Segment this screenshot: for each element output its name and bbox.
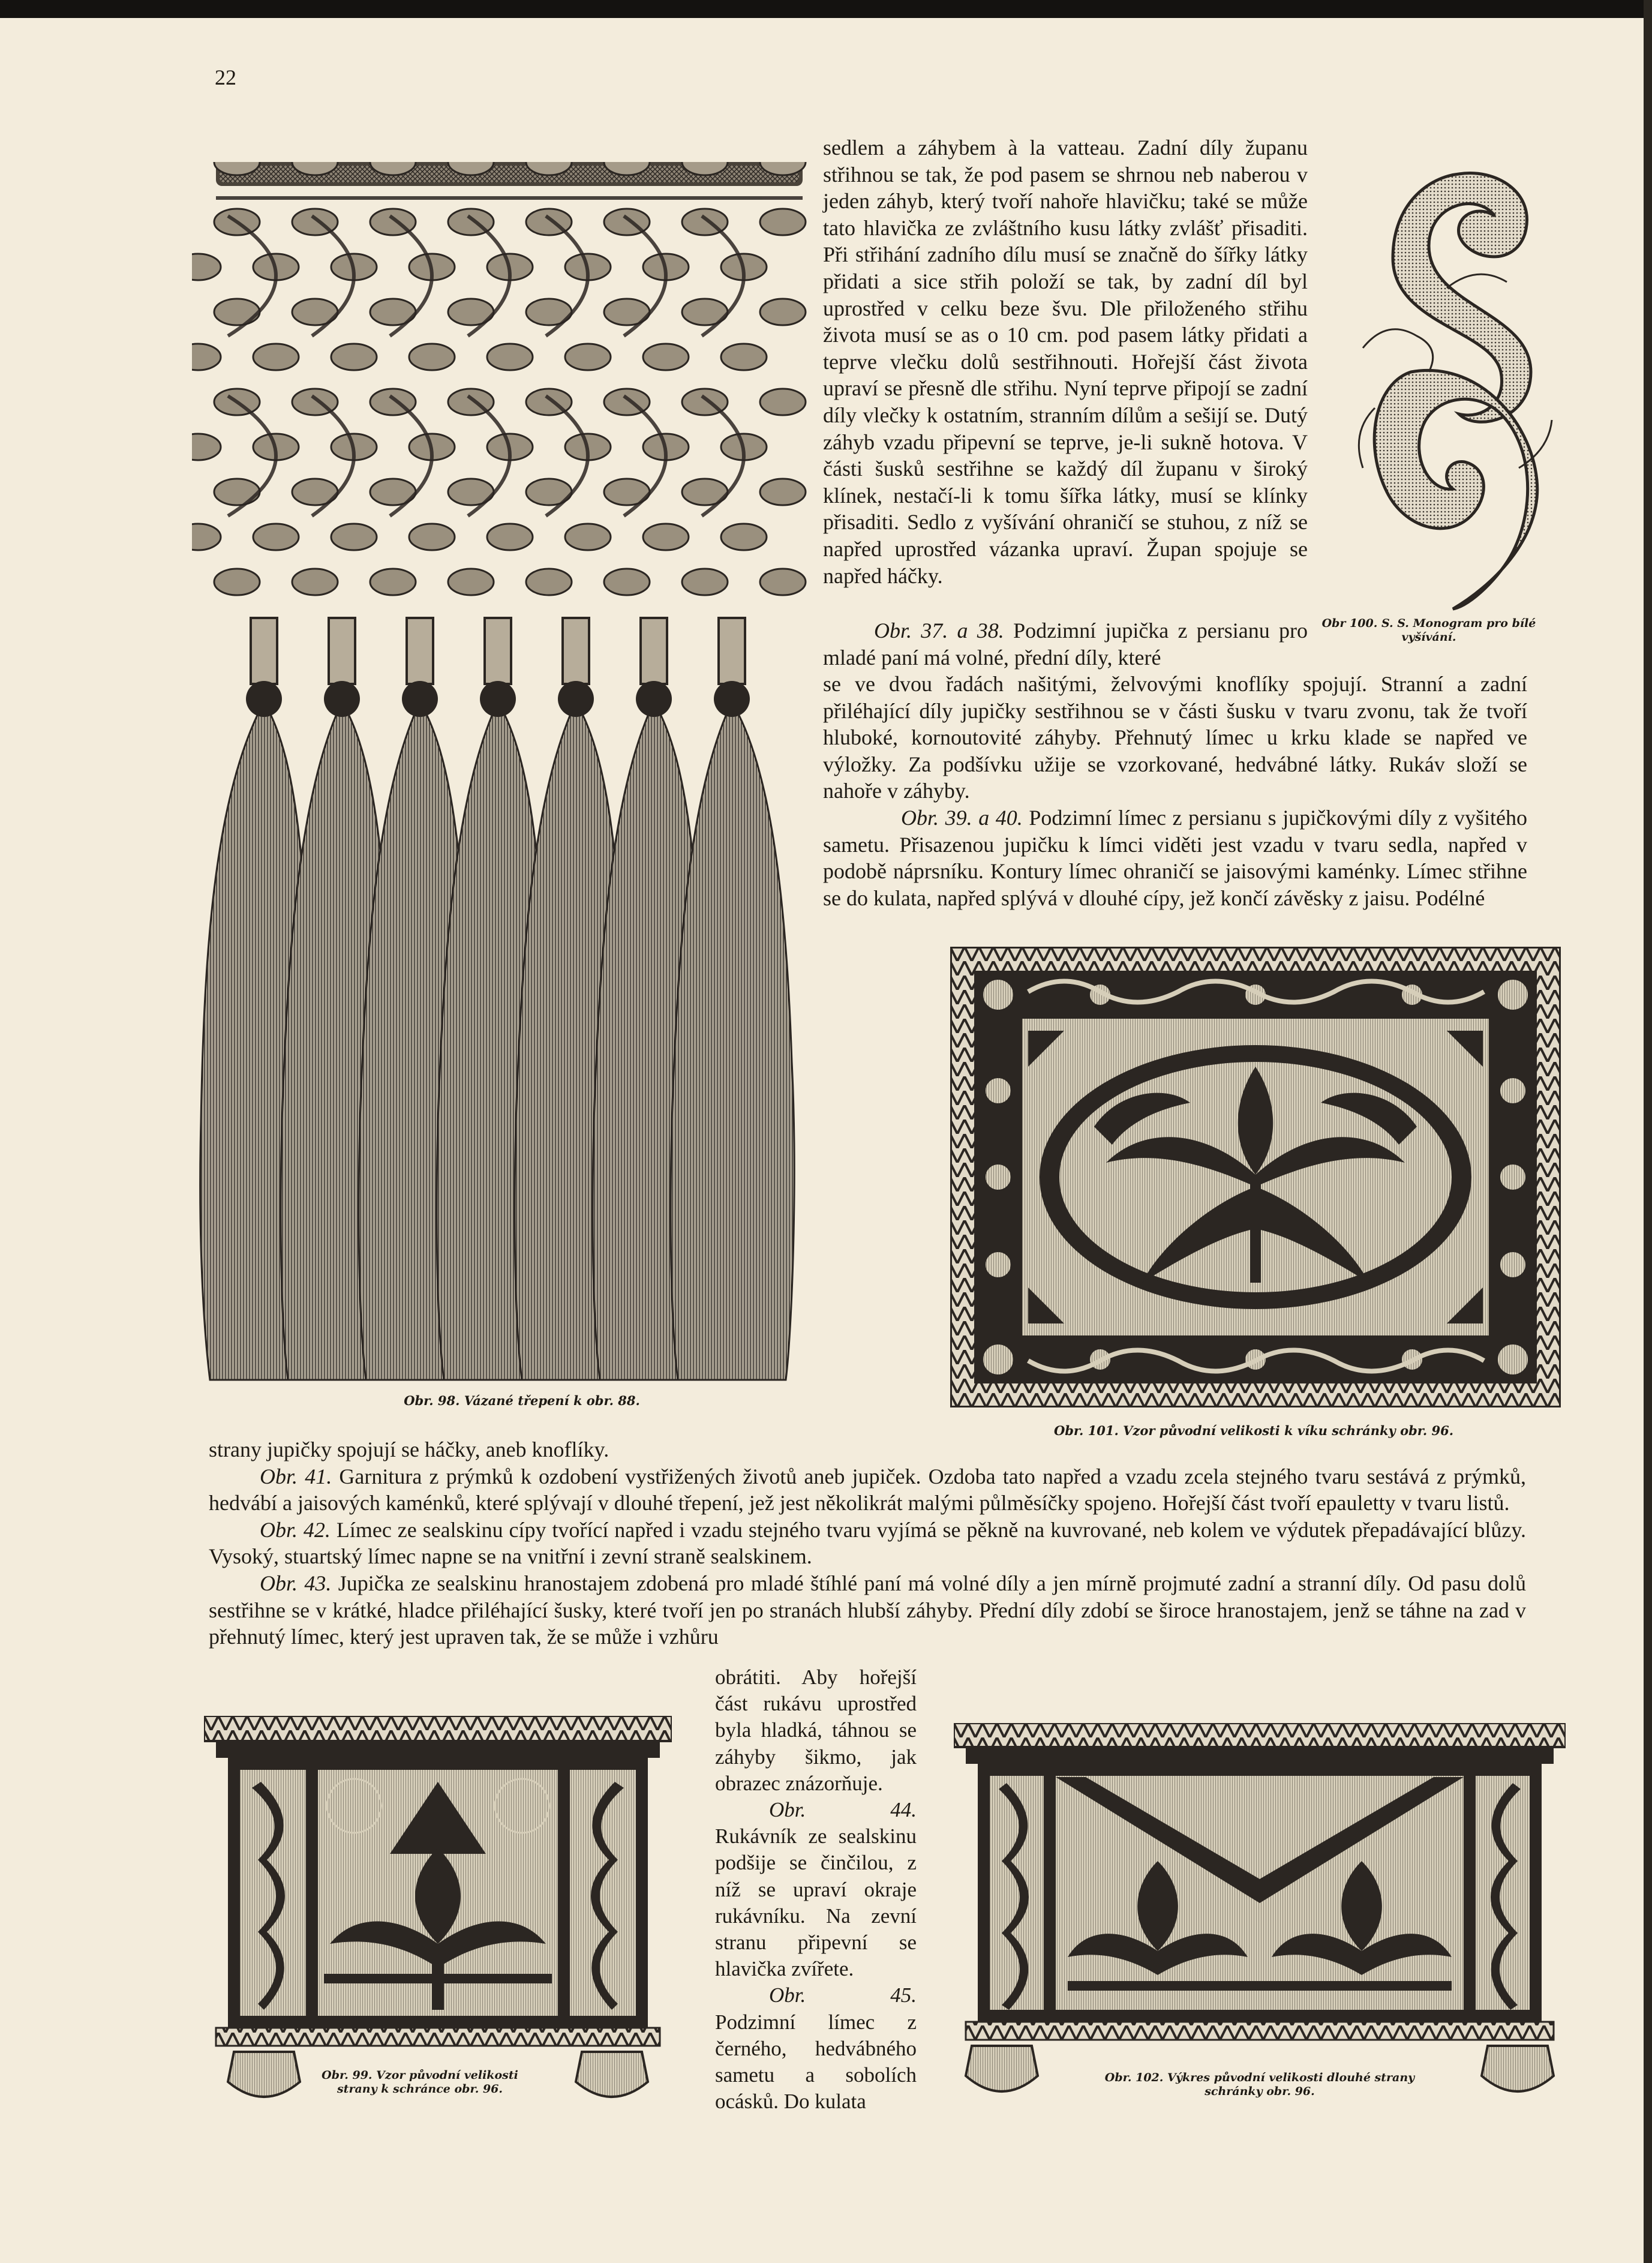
narrow-column-text: [715, 1664, 917, 2115]
ref-obr43: Obr. 43.: [260, 1571, 332, 1595]
paragraph-obr45: Podzimní límec z černého, hedvábného sametu a sobolích ocásků. Do kulata: [715, 2010, 917, 2114]
ref-obr42: Obr. 42.: [260, 1517, 331, 1542]
paragraph-col1: sedlem a záhybem à la vatteau. Zadní díly županu střihnou se tak, že pod pasem se shrnou neb naberou v jeden záhyb, který tvoří nahoře hlavičku; také se může tato hlavička ze zvláštního kusu látky zvlášť přisaditi. Při střihání zadního dílu musí se značně do šířky látky přidati a sice střih položí se tak, by zadní díl byl uprostřed v celku beze švu. Dle přiloženého střihu života musí se as o 10 cm. pod pasem látky přidati a teprve vlečku dolů sestřihnouti. Hořejší část života upraví se přesně dle střihu. Nyní teprve připojí se zadní díly vlečky k ostatním, stranním dílům a sešijí se. Dutý záhyb vzadu připevní se teprve, je-li sukně hotova. V části šusků sestřihne se každý díl županu v široký klínek, nestačí-li k tomu šířka látky, musí se klínky přisaditi. Sedlo z vyšívání ohraničí se stuhou, z níž se napřed uprostřed vázanka upraví. Župan spojuje se napřed háčky.: [823, 136, 1308, 588]
ref-obr37: Obr. 37. a 38.: [874, 619, 1004, 643]
ref-obr41: Obr. 41.: [260, 1464, 332, 1488]
fig100-caption: Obr 100. S. S. Monogram pro bílé vyšívání.: [1321, 617, 1536, 644]
ref-obr45: Obr. 45.: [769, 1983, 917, 2007]
paragraph-obr37-b: se ve dvou řadách našitými, želvovými knoflíky spojují. Stranní a zadní přiléhající díly jupičky sestřihnou se v části šusku v tvaru zvonu, tak že tvoří hluboké, kornoutovité záhyby. Přehnutý límec u krku klade se napřed ve výložky. Za podšívku užije se vzorkované, hedvábné látky. Rukáv složí se nahoře v záhyby.: [823, 672, 1527, 803]
fig99-caption: Obr. 99. Vzor původní velikosti strany k schránce obr. 96.: [306, 2069, 534, 2096]
paragraph-obr37-start: [823, 617, 1308, 671]
fig100-monogram-illustration: [1339, 168, 1561, 612]
fig98-fringe-illustration: [192, 162, 827, 1392]
paragraph-continuation: strany jupičky spojují se háčky, aneb knoflíky.: [209, 1437, 609, 1461]
fig99-box-side-illustration: [204, 1716, 672, 2130]
paragraph-narrow-continuation: obrátiti. Aby hořejší část rukávu uprostřed byla hladká, táhnou se záhyby šikmo, jak obrazec znázorňuje.: [715, 1665, 917, 1795]
fig102-caption: Obr. 102. Výkres původní velikosti dlouhé strany schránky obr. 96.: [1092, 2071, 1428, 2099]
paragraph-obr42: Límec ze sealskinu cípy tvořící napřed i vzadu stejného tvaru vyjímá se pěkně na kuvrované, neb kolem ve výdutek přepadávající blůzy. Vysoký, stuartský límec napne se na vnitřní i zevní straně sealskinem.: [209, 1517, 1527, 1569]
column-text-mid: [823, 671, 1527, 911]
scan-right-edge: [1644, 0, 1652, 2263]
ref-obr39: Obr. 39. a 40.: [901, 805, 1023, 830]
fig101-lid-pattern-illustration: [950, 947, 1561, 1407]
paragraph-obr39: Podzimní límec z persianu s jupičkovými díly z vyšitého sametu. Přisazenou jupičku k límci viděti jest vzadu v tvaru sedla, napřed v podobě náprsníku. Kontury límec ohraničí se jaisovými kaménky. Límec střihne se do kulata, napřed splývá v dlouhé cípy, jež končí závěsky z jaisu. Podélné: [823, 805, 1527, 910]
fig101-caption: Obr. 101. Vzor původní velikosti k víku schránky obr. 96.: [1053, 1423, 1454, 1438]
fullwidth-text: [209, 1436, 1526, 1650]
paragraph-obr37-a: Podzimní jupička z persianu pro mladé paní má volné, přední díly, které: [823, 619, 1308, 670]
fig98-caption: Obr. 98. Vázané třepení k obr. 88.: [404, 1393, 640, 1408]
column-text-upper: [823, 134, 1308, 589]
scan-top-edge: [0, 0, 1652, 18]
paragraph-obr41: Garnitura z prýmků k ozdobení vystřižených životů aneb jupiček. Ozdoba tato napřed a vzadu zcela stejného tvaru sestává z prýmků, hedvábí a jaisových kaménků, které splývají v dlouhé třepení, jež jest několikrát malými půlměsíčky spojeno. Hořejší část tvoří epauletty v tvaru listů.: [209, 1464, 1526, 1515]
paragraph-obr44: Rukávník ze sealskinu podšije se činčilou, z níž se upraví okraje rukávníku. Na zevní stranu připevní se hlavička zvířete.: [715, 1824, 917, 1981]
ref-obr44: Obr. 44.: [769, 1798, 917, 1822]
paragraph-obr43: Jupička ze sealskinu hranostajem zdobená pro mladé štíhlé paní má volné díly a jen mírně projmuté zadní a stranní díly. Od pasu dolů sestřihne se v krátké, hladce přiléhající šusky, které tvoří jen po stranách hlubší záhyby. Přední díly zdobí se široce hranostajem, jenž se táhne na zad v přehnutý límec, který jest upraven tak, že se může i vzhůru: [209, 1571, 1526, 1649]
page-number: 22: [215, 65, 236, 89]
fig102-long-side-illustration: [954, 1723, 1566, 2119]
